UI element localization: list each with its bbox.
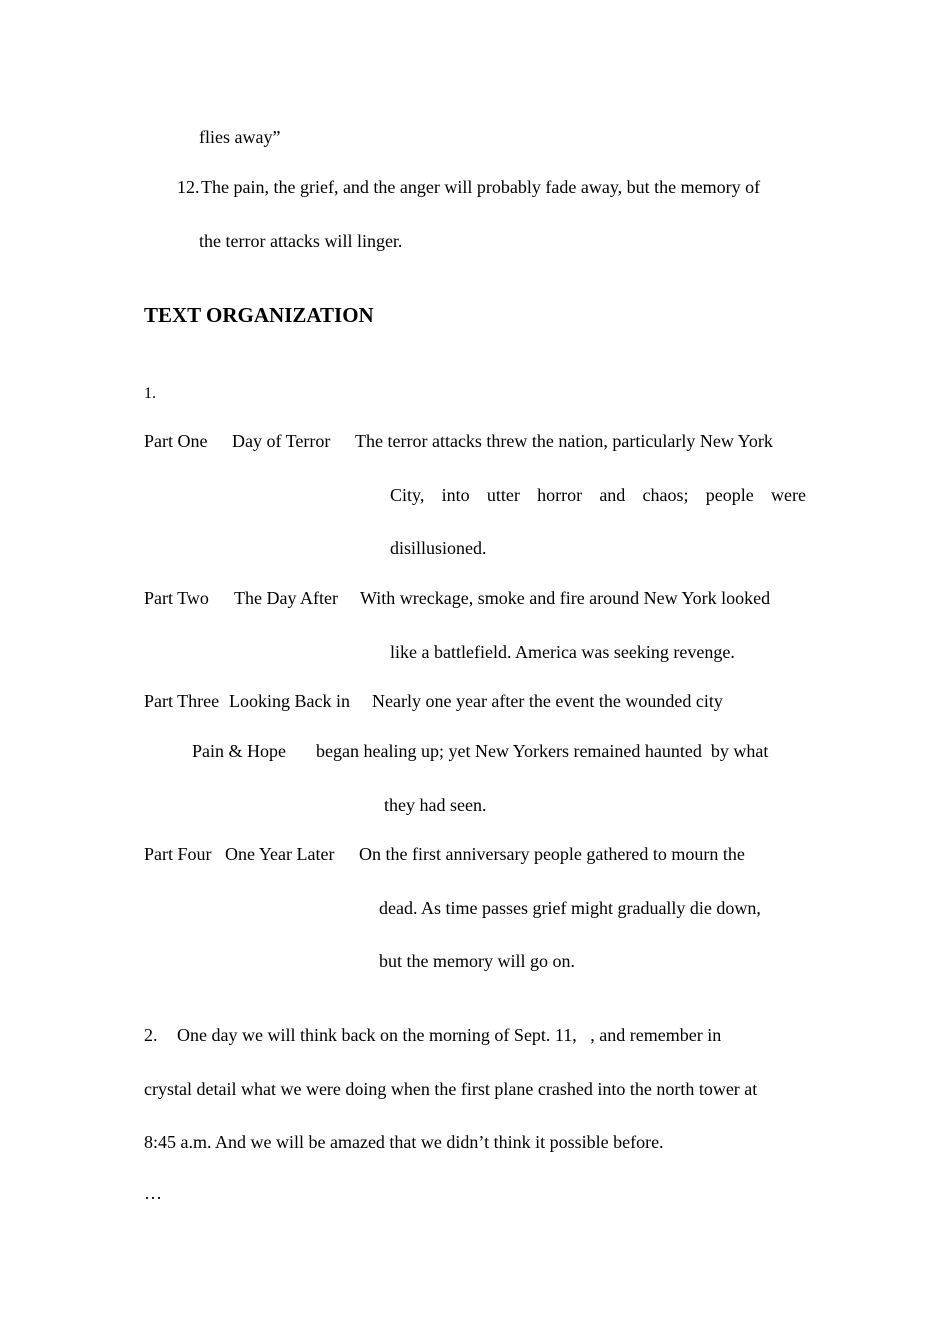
part-summary-line: The terror attacks threw the nation, particularly New York xyxy=(355,431,773,451)
item-text-line: The pain, the grief, and the anger will probably fade away, but the memory of xyxy=(201,177,761,197)
part-title: Day of Terror xyxy=(232,431,331,451)
part-summary-line: On the first anniversary people gathered to mourn the xyxy=(359,844,745,864)
part-title: Looking Back in xyxy=(229,691,350,711)
part-summary-line: Nearly one year after the event the wounded city xyxy=(372,691,723,711)
section-heading: TEXT ORGANIZATION xyxy=(144,303,374,327)
part-summary-line: like a battlefield. America was seeking revenge. xyxy=(390,642,735,662)
part-title: The Day After xyxy=(234,588,338,608)
part-label: Part Four xyxy=(144,844,212,864)
part-summary-line: disillusioned. xyxy=(390,538,487,558)
paragraph-line: 8:45 a.m. And we will be amazed that we didn’t think it possible before. xyxy=(144,1132,664,1152)
part-summary-line: began healing up; yet New Yorkers remained haunted by what xyxy=(316,741,769,761)
item-number: 12. xyxy=(177,177,200,197)
part-summary-line: dead. As time passes grief might gradually die down, xyxy=(379,898,761,918)
part-label: Part Two xyxy=(144,588,209,608)
part-summary-line: City, into utter horror and chaos; people were xyxy=(390,485,806,505)
item-text-line: the terror attacks will linger. xyxy=(199,231,403,251)
part-title: One Year Later xyxy=(225,844,335,864)
part-summary-line: but the memory will go on. xyxy=(379,951,575,971)
part-title: Pain & Hope xyxy=(192,741,286,761)
ellipsis: … xyxy=(144,1183,162,1203)
continuation-line: flies away” xyxy=(199,127,281,147)
paragraph-line: crystal detail what we were doing when the first plane crashed into the north tower at xyxy=(144,1079,758,1099)
paragraph-number: 2. xyxy=(144,1025,158,1045)
part-label: Part Three xyxy=(144,691,220,711)
part-summary-line: With wreckage, smoke and fire around New York looked xyxy=(360,588,771,608)
list-number: 1. xyxy=(144,385,156,402)
part-summary-line: they had seen. xyxy=(384,795,487,815)
paragraph-line: One day we will think back on the morning of Sept. 11, , and remember in xyxy=(177,1025,722,1045)
part-label: Part One xyxy=(144,431,208,451)
